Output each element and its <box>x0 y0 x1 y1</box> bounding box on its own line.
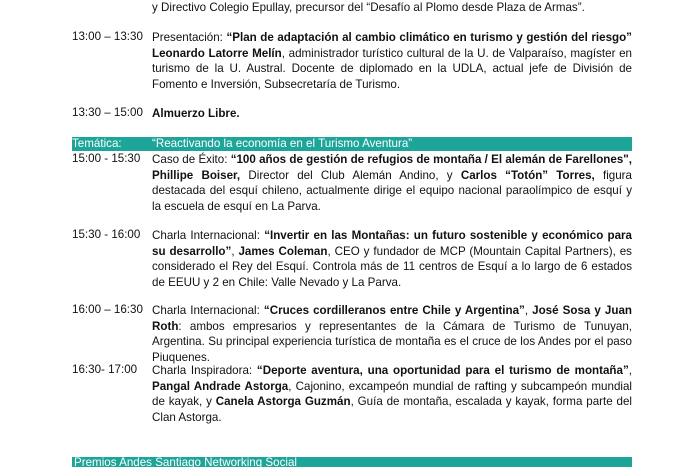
talk-title: “100 años de gestión de refugios de montaña / El alemán de Farellones", <box>230 153 632 166</box>
section-theme-band <box>72 137 632 151</box>
speaker-name: Leonardo Latorre Melín <box>152 46 282 60</box>
talk-title: “Deporte aventura, una oportunidad para el turismo de montaña” <box>256 364 629 377</box>
text-separator: , <box>628 364 632 377</box>
text-separator: , <box>524 304 533 317</box>
talk-title: “Invertir en las Montañas: un futuro sostenible y económico para su desarrollo” <box>152 229 632 258</box>
entry-time: 16:30- 17:00 <box>72 363 138 376</box>
schedule-entry <box>72 303 632 365</box>
speaker-bio: figura destacada del esquí chileno, actualmente dirige el equipo nacional paraolímpico de esquí y la escuela de esquí en La Parva. <box>152 168 632 213</box>
talk-title: “Cruces cordilleranos entre Chile y Argentina” <box>263 304 525 317</box>
speaker-bio: , CEO y fundador de MCP (Mountain Capital Partners), es considerado el Rey del Esquí. Controla más de 11 centros de Esquí a lo largo de 6 estados de EEUU y 2 en Chile: Valle Nevado y La Parva. <box>152 244 632 289</box>
text-separator: , <box>231 244 239 258</box>
speaker-bio: Director del Club Alemán Andino, y <box>240 168 461 182</box>
entry-description <box>152 363 632 425</box>
break-title: Almuerzo Libre. <box>152 107 240 120</box>
theme-title: “Reactivando la economía en el Turismo Aventura” <box>152 137 413 150</box>
entry-type: Presentación: <box>152 31 227 44</box>
speaker-name: José Sosa y Juan Roth <box>152 304 632 333</box>
schedule-entry <box>72 228 632 290</box>
speaker-name: Carlos “Totón” Torres, <box>460 168 595 182</box>
entry-type: Charla Internacional: <box>152 229 265 242</box>
speaker-name: Canela Astorga Guzmán <box>215 395 351 408</box>
speaker-name: Phillipe Boiser, <box>152 168 241 182</box>
entry-description <box>152 228 632 290</box>
next-section-title: Premios Andes Santiago Networking Social <box>74 457 297 467</box>
entry-description <box>152 152 632 214</box>
speaker-bio: , administrador turístico cultural de la U. de Valparaíso, magíster en turismo de la U. Austral. Docente de diplomado en la UDLA, actual jefe de División de Fomento e Inversión, Subsecretaría de Turismo. <box>152 46 632 91</box>
entry-type: Charla Internacional: <box>152 304 264 317</box>
schedule-entry <box>72 30 632 92</box>
speaker-bio: , Cajonino, excampeón mundial de rafting y subcampeón mundial de kayak, y <box>152 379 632 408</box>
fragment-text: y Directivo Colegio Epullay, precursor del “Desafío al Plomo desde Plaza de Armas”. <box>152 1 585 14</box>
entry-time: 15:00 - 15:30 <box>72 152 141 165</box>
speaker-bio: : ambos empresarios y representantes de la Cámara de Turismo de Tunuyan, Argentina. Su principal experiencia turística de montaña es el cruce de los Andes por el paso Piuquenes. <box>152 319 632 364</box>
schedule-entry <box>72 152 632 214</box>
entry-time: 13:00 – 13:30 <box>72 30 143 43</box>
entry-type: Charla Inspiradora: <box>152 364 257 377</box>
entry-description <box>152 30 632 92</box>
schedule-entry <box>72 106 632 122</box>
entry-description <box>152 106 632 122</box>
previous-entry-fragment <box>72 0 632 16</box>
next-section-band <box>72 457 632 467</box>
entry-description <box>152 303 632 365</box>
entry-type: Caso de Éxito: <box>152 153 231 166</box>
entry-time: 15:30 - 16:00 <box>72 228 141 241</box>
theme-label: Temática: <box>72 137 122 150</box>
speaker-name: James Coleman <box>238 244 328 258</box>
entry-time: 16:00 – 16:30 <box>72 303 143 316</box>
speaker-name: Pangal Andrade Astorga <box>152 379 289 393</box>
speaker-bio: , Guía de montaña, escalada y kayak, forma parte del Clan Astorga. <box>152 395 632 424</box>
entry-time: 13:30 – 15:00 <box>72 106 143 119</box>
talk-title: “Plan de adaptación al cambio climático en turismo y gestión del riesgo” <box>226 31 632 44</box>
schedule-entry <box>72 363 632 425</box>
